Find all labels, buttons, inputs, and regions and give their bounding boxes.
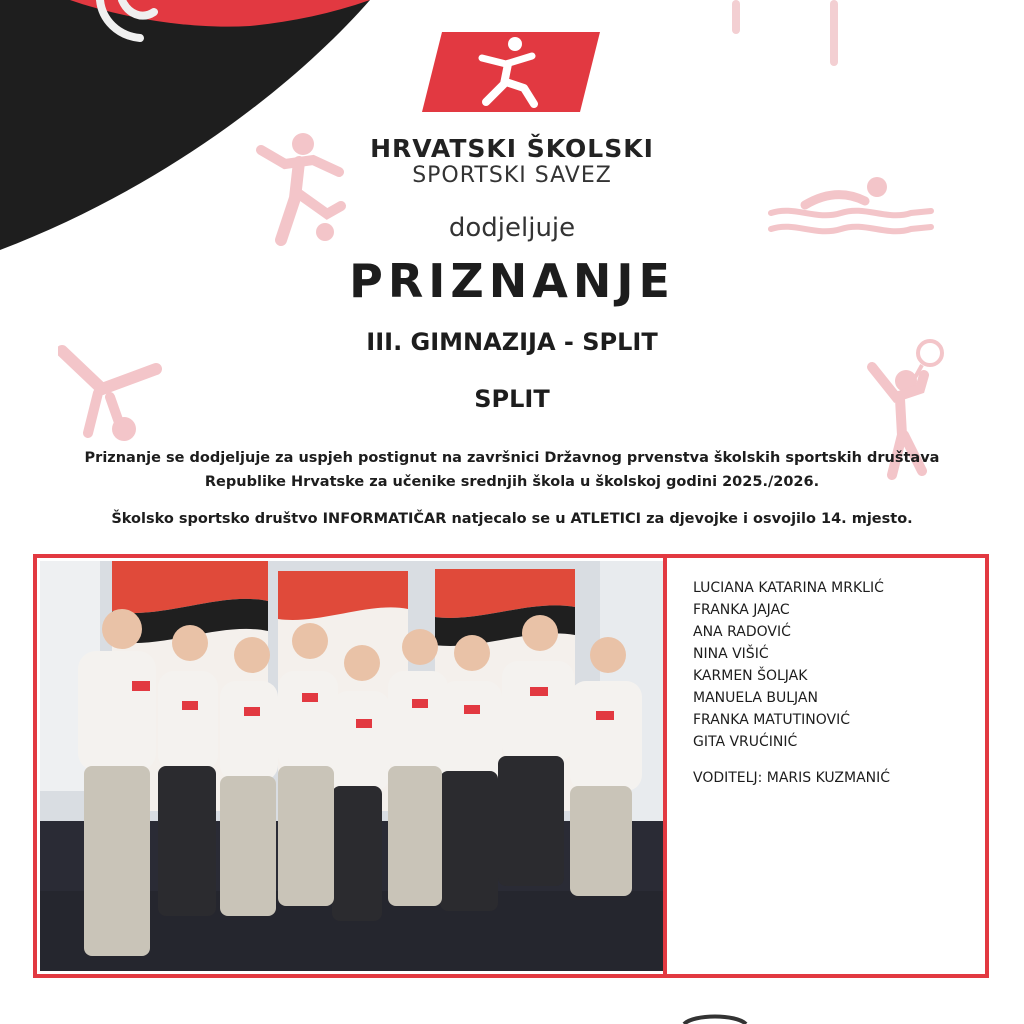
team-member: FRANKA MATUTINOVIĆ: [693, 712, 851, 728]
stamp-edge: [680, 1012, 750, 1024]
team-photo-illustration: [40, 561, 663, 971]
team-member: LUCIANA KATARINA MRKLIĆ: [693, 580, 884, 596]
school-name: III. GIMNAZIJA - SPLIT: [366, 328, 658, 356]
team-member: NINA VIŠIĆ: [693, 646, 769, 662]
organization-logo: [420, 28, 605, 116]
awards-word: dodjeljuje: [448, 213, 576, 243]
team-member: FRANKA JAJAC: [693, 602, 790, 618]
team-member: ANA RADOVIĆ: [693, 624, 791, 640]
team-member: GITA VRUĆINIĆ: [693, 734, 798, 750]
athletics-icon-top-right: [728, 0, 848, 70]
description-line-2: Republike Hrvatske za učenike srednjih škola u školskoj godini 2025./2026.: [204, 474, 820, 490]
team-photo: [40, 561, 663, 971]
frame-divider: [663, 558, 667, 974]
description-line-1: Priznanje se dodjeljuje za uspjeh postignut na završnici Državnog prvenstva školskih sportskih društava: [84, 450, 940, 466]
organization-name-line1: HRVATSKI ŠKOLSKI: [370, 134, 654, 163]
certificate-description: [40, 446, 984, 494]
team-member: MANUELA BULJAN: [693, 690, 818, 706]
certificate-title: PRIZNANJE: [349, 254, 675, 308]
competition-result: Školsko sportsko društvo INFORMATIČAR natjecalo se u ATLETICI za djevojke i osvojilo 14. mjesto.: [111, 511, 913, 527]
sport-icon-top-left: [92, 0, 162, 48]
team-member: KARMEN ŠOLJAK: [693, 668, 808, 684]
team-members-list: [693, 577, 884, 753]
school-city: SPLIT: [474, 385, 550, 413]
organization-name-line2: SPORTSKI SAVEZ: [412, 163, 612, 188]
team-leader: VODITELJ: MARIS KUZMANIĆ: [693, 770, 891, 786]
